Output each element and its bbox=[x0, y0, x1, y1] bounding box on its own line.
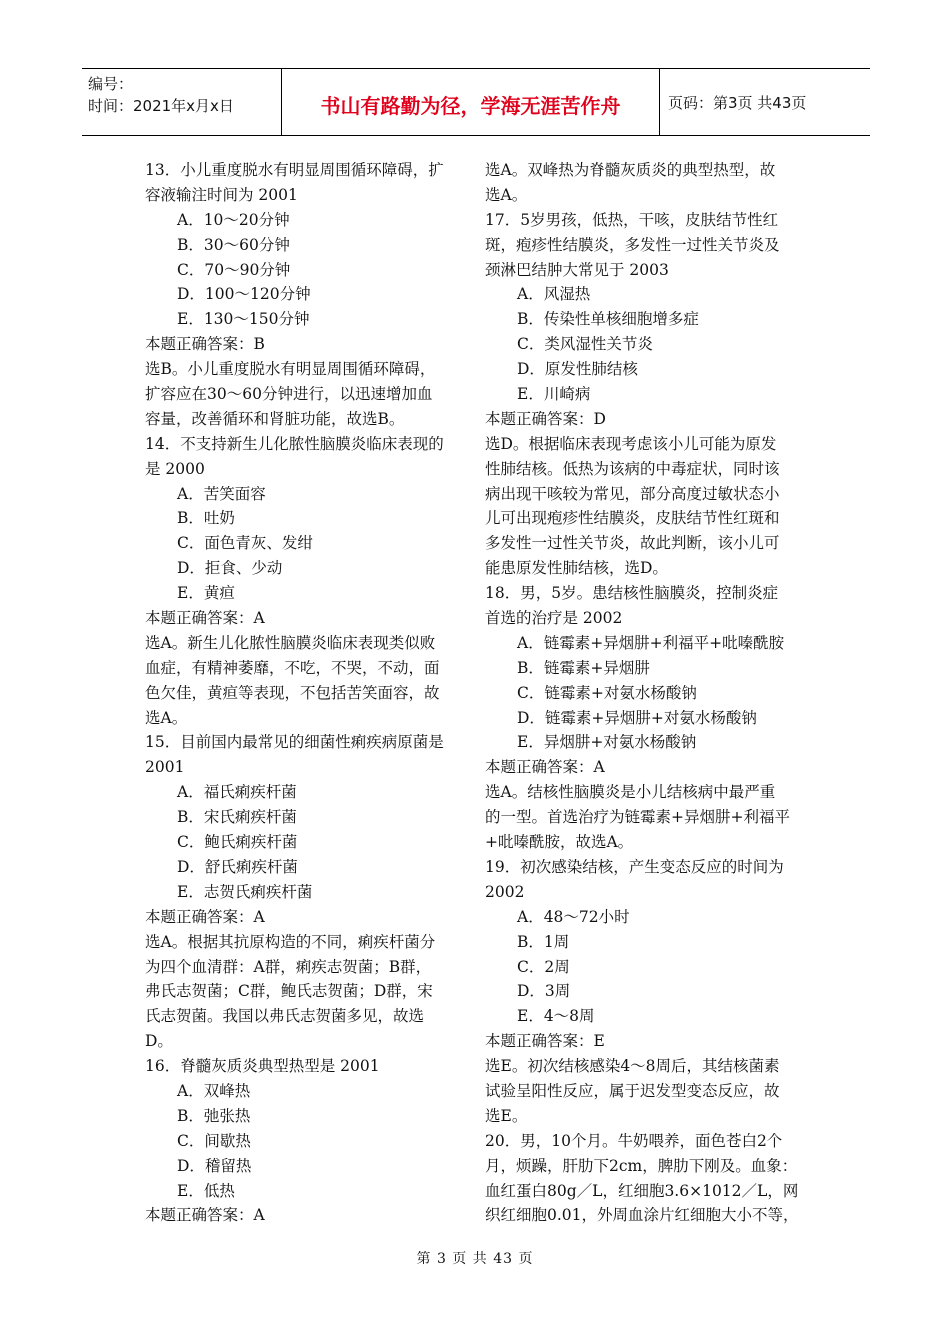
header-motto: 书山有路勤为径，学海无涯苦作舟 bbox=[282, 69, 660, 135]
text-line: 本题正确答案：E bbox=[485, 1032, 605, 1051]
text-line: 容量，改善循环和肾脏功能，故选B。 bbox=[145, 409, 405, 428]
text-line: 扩容应在30～60分钟进行，以迅速增加血 bbox=[145, 385, 433, 404]
answer-option: E．川崎病 bbox=[517, 385, 591, 404]
text-line: 2002 bbox=[485, 882, 525, 901]
answer-option: E．黄疸 bbox=[177, 584, 235, 603]
text-line: 本题正确答案：A bbox=[485, 758, 605, 777]
text-line: 选A。结核性脑膜炎是小儿结核病中最严重 bbox=[485, 783, 776, 802]
answer-option: A．苦笑面容 bbox=[177, 484, 266, 503]
text-line: 本题正确答案：A bbox=[145, 609, 265, 628]
date-label: 时间：2021年x月x日 bbox=[88, 97, 234, 115]
text-line: 13．小儿重度脱水有明显周围循环障碍，扩 bbox=[145, 161, 444, 179]
answer-option: D．拒食、少动 bbox=[177, 559, 283, 578]
text-line: 是 2000 bbox=[145, 459, 205, 478]
answer-option: B．宋氏痢疾杆菌 bbox=[177, 808, 297, 827]
text-line: 19．初次感染结核，产生变态反应的时间为 bbox=[485, 857, 784, 876]
text-line: 本题正确答案：D bbox=[485, 409, 606, 428]
answer-option: A．48～72小时 bbox=[517, 907, 630, 926]
answer-option: D．舒氏痢疾杆菌 bbox=[177, 857, 298, 876]
text-line: 首选的治疗是 2002 bbox=[485, 609, 623, 628]
answer-option: E．异烟肼+对氨水杨酸钠 bbox=[517, 733, 697, 752]
answer-option: E．4～8周 bbox=[517, 1007, 595, 1026]
text-line: 血红蛋白80g／L，红细胞3.6×1012／L，网 bbox=[485, 1181, 799, 1200]
answer-option: C．70～90分钟 bbox=[177, 260, 291, 279]
answer-option: C．面色青灰、发绀 bbox=[177, 534, 313, 553]
text-line: 的一型。首选治疗为链霉素+异烟肼+利福平 bbox=[485, 808, 790, 827]
text-line: +吡嗪酰胺，故选A。 bbox=[485, 833, 634, 852]
right-column bbox=[485, 158, 815, 1228]
text-line: 选A。 bbox=[485, 185, 528, 204]
text-line: 弗氏志贺菌；C群，鲍氏志贺菌；D群，宋 bbox=[145, 982, 433, 1001]
text-line: 颈淋巴结肿大常见于 2003 bbox=[485, 260, 669, 279]
text-line: 18．男，5岁。患结核性脑膜炎，控制炎症 bbox=[485, 584, 779, 603]
page-number-label: 页码：第3页 共43页 bbox=[668, 93, 807, 112]
answer-option: B．30～60分钟 bbox=[177, 235, 290, 254]
text-line: 氏志贺菌。我国以弗氏志贺菌多见，故选 bbox=[145, 1007, 425, 1026]
answer-option: D．3周 bbox=[517, 982, 571, 1001]
answer-option: B．1周 bbox=[517, 932, 570, 951]
text-line: 本题正确答案：A bbox=[145, 1206, 265, 1225]
code-label: 编号： bbox=[88, 75, 134, 93]
page-header bbox=[82, 68, 870, 136]
text-line: 月，烦躁，肝肋下2cm，脾肋下刚及。血象： bbox=[485, 1156, 798, 1175]
text-line: 斑，疱疹性结膜炎，多发性一过性关节炎及 bbox=[485, 235, 780, 254]
answer-option: B．吐奶 bbox=[177, 509, 235, 528]
text-line: 17．5岁男孩，低热，干咳，皮肤结节性红 bbox=[485, 210, 779, 229]
text-line: 织红细胞0.01，外周血涂片红细胞大小不等， bbox=[485, 1206, 799, 1225]
answer-option: A．10～20分钟 bbox=[177, 210, 290, 229]
text-line: 选A。 bbox=[145, 708, 188, 727]
text-line: 选A。双峰热为脊髓灰质炎的典型热型，故 bbox=[485, 161, 776, 179]
answer-option: C．类风湿性关节炎 bbox=[517, 335, 653, 354]
text-line: 本题正确答案：A bbox=[145, 907, 265, 926]
text-line: 选A。新生儿化脓性脑膜炎临床表现类似败 bbox=[145, 633, 436, 652]
answer-option: E．130～150分钟 bbox=[177, 310, 310, 329]
text-line: 多发性一过性关节炎，故此判断，该小儿可 bbox=[485, 534, 780, 553]
text-line: 2001 bbox=[145, 758, 185, 777]
answer-option: D．100～120分钟 bbox=[177, 285, 311, 304]
answer-option: B．传染性单核细胞增多症 bbox=[517, 310, 699, 329]
text-line: 性肺结核。低热为该病的中毒症状，同时该 bbox=[485, 459, 780, 478]
text-line: 本题正确答案：B bbox=[145, 335, 265, 354]
answer-option: D．原发性肺结核 bbox=[517, 360, 638, 379]
answer-option: C．间歇热 bbox=[177, 1131, 251, 1150]
answer-option: D．稽留热 bbox=[177, 1156, 252, 1175]
text-line: 14．不支持新生儿化脓性脑膜炎临床表现的 bbox=[145, 434, 444, 453]
answer-option: E．低热 bbox=[177, 1181, 235, 1200]
answer-option: C．鲍氏痢疾杆菌 bbox=[177, 833, 298, 852]
answer-option: A．风湿热 bbox=[517, 285, 591, 304]
text-line: 儿可出现疱疹性结膜炎，皮肤结节性红斑和 bbox=[485, 509, 780, 528]
text-line: 为四个血清群：A群，痢疾志贺菌；B群， bbox=[145, 957, 432, 976]
text-line: 色欠佳，黄疸等表现，不包括苦笑面容，故 bbox=[145, 683, 440, 702]
text-line: 病出现干咳较为常见，部分高度过敏状态小 bbox=[485, 484, 780, 503]
answer-option: B．链霉素+异烟肼 bbox=[517, 658, 650, 677]
answer-option: A．双峰热 bbox=[177, 1081, 251, 1100]
text-line: 选E。初次结核感染4～8周后，其结核菌素 bbox=[485, 1057, 780, 1076]
header-meta bbox=[82, 69, 282, 135]
text-line: 能患原发性肺结核，选D。 bbox=[485, 559, 668, 578]
text-line: D。 bbox=[145, 1032, 173, 1051]
answer-option: C．链霉素+对氨水杨酸钠 bbox=[517, 683, 697, 702]
text-line: 选B。小儿重度脱水有明显周围循环障碍， bbox=[145, 360, 436, 379]
text-line: 选D。根据临床表现考虑该小儿可能为原发 bbox=[485, 434, 777, 453]
answer-option: E．志贺氏痢疾杆菌 bbox=[177, 882, 313, 901]
answer-option: C．2周 bbox=[517, 957, 570, 976]
answer-option: A．链霉素+异烟肼+利福平+吡嗪酰胺 bbox=[517, 633, 785, 652]
text-line: 15．目前国内最常见的细菌性痢疾病原菌是 bbox=[145, 733, 444, 752]
left-column bbox=[145, 158, 475, 1228]
answer-option: D．链霉素+异烟肼+对氨水杨酸钠 bbox=[517, 708, 757, 727]
text-line: 选A。根据其抗原构造的不同，痢疾杆菌分 bbox=[145, 932, 436, 951]
text-line: 试验呈阳性反应，属于迟发型变态反应，故 bbox=[485, 1081, 780, 1100]
answer-option: B．弛张热 bbox=[177, 1106, 251, 1125]
text-line: 20．男，10个月。牛奶喂养，面色苍白2个 bbox=[485, 1131, 783, 1150]
text-line: 16．脊髓灰质炎典型热型是 2001 bbox=[145, 1057, 380, 1076]
answer-option: A．福氏痢疾杆菌 bbox=[177, 783, 297, 802]
text-line: 选E。 bbox=[485, 1106, 528, 1125]
text-line: 血症，有精神萎靡，不吃，不哭，不动，面 bbox=[145, 658, 440, 677]
text-line: 容液输注时间为 2001 bbox=[145, 185, 298, 204]
page-footer: 第 3 页 共 43 页 bbox=[416, 1251, 534, 1267]
